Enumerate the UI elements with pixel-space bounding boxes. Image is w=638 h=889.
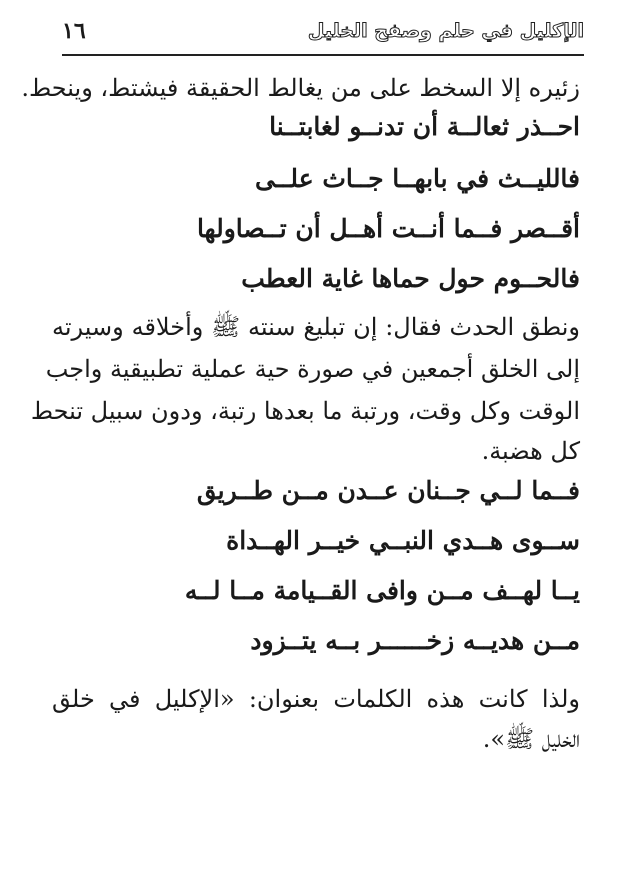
verse-line: فالليــث في بابهــا جــاث علــى — [254, 164, 580, 193]
text-line: إلى الخلق أجمعين في صورة حية عملية تطبيقية واجب — [45, 355, 580, 383]
text-line: الخليل ﷺ». — [482, 725, 580, 753]
verse-line: مــن هديــه زخــــــر بــه يتــزود — [250, 626, 580, 655]
text-line: كل هضبة. — [481, 437, 580, 465]
text-line: زئيره إلا السخط على من يغالط الحقيقة فيشتط، وينحط. — [21, 74, 580, 102]
verse-line: احــذر ثعالــة أن تدنــو لغابتــنا — [269, 112, 580, 141]
verse-line: أقــصر فــما أنــت أهــل أن تــصاولها — [196, 214, 580, 243]
verse-line: فالحــوم حول حماها غاية العطب — [241, 264, 580, 293]
verse-line: يــا لهــف مــن وافى القــيامة مــا لــه — [184, 576, 580, 605]
page-number: ١٦ — [62, 18, 86, 44]
text-line: ونطق الحدث فقال: إن تبليغ سنته ﷺ وأخلاقه وسيرته — [52, 313, 580, 341]
running-title: الإكليل في حلم وصفح الخليل — [307, 20, 584, 42]
verse-line: فــما لــي جــنان عــدن مــن طــريق — [196, 476, 580, 505]
verse-line: ســوى هــدي النبــي خيــر الهــداة — [226, 526, 580, 555]
text-line: الوقت وكل وقت، ورتبة ما بعدها رتبة، ودون سبيل تنحط — [30, 397, 580, 425]
page-header — [62, 14, 584, 56]
text-line: ولذا كانت هذه الكلمات بعنوان: «الإكليل في خلق — [52, 685, 580, 713]
